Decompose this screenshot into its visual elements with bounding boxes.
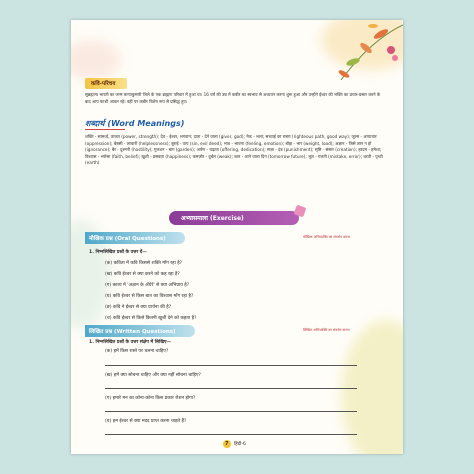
worksheet-page [71, 20, 403, 454]
answer-line[interactable] [105, 365, 357, 366]
book-title: हिंदी-6 [234, 442, 246, 447]
written-question: (ग) हमारे मन का कोना-कोना किस प्रकार रोशन होगा? [105, 396, 196, 401]
exercise-heading: अभ्यासमाला (Exercise) [181, 215, 244, 222]
oral-question: (क) कविता में कवि किससे शक्ति माँग रहा है? [105, 261, 183, 266]
oral-question: (ख) कवि ईश्वर से क्या करने को कह रहा है? [105, 272, 180, 277]
oral-heading: मौखिक प्रश्न (Oral Questions) [89, 236, 166, 242]
written-question: (घ) हम ईश्वर से क्या मदद प्राप्त करना चाहते हैं? [105, 419, 187, 424]
answer-line[interactable] [105, 411, 357, 412]
page-number: 7 [225, 441, 229, 447]
written-question: (ख) हमें क्या सोचना चाहिए और क्या नहीं सोचना चाहिए? [105, 373, 201, 378]
oral-question: (ग) काव्य में 'अज्ञान के अँधेरे' से क्या अभिप्राय है? [105, 283, 190, 288]
oral-question: (घ) कवि ईश्वर से किस बात का विश्वास माँग रहा है? [105, 294, 194, 299]
written-heading: लिखित प्रश्न (Written Questions) [89, 329, 176, 335]
floral-decoration-icon [311, 20, 403, 90]
word-meanings-heading: शब्दार्थ (Word Meanings) [85, 119, 185, 128]
written-intro: 1. निम्नलिखित प्रश्नों के उत्तर संक्षेप में लिखिए— [89, 340, 172, 345]
underline-decoration [85, 129, 125, 130]
decor-splash [71, 40, 121, 80]
author-intro-text: सुब्रह्मण्य भारती का जन्म कन्याकुमारी जिले के एक ब्राह्मण परिवार में हुआ था। 16 वर्ष की उम्र में कबीर का स्वभाव से अध्ययन करना शुरू हुआ और उन्होंने ईश्वर की भक्ति का प्रचार-प्रसार करने के बाद आप काशी आकर रहे। वहीं पर कबीर विशेष रूप से प्रसिद्ध हुए। [85, 92, 381, 104]
oral-note: मौखिक अभिव्यक्ति का संवर्धन करना [303, 235, 350, 239]
written-note: लिखित अभिव्यक्ति का संवर्धन करना [303, 328, 350, 332]
answer-line[interactable] [105, 434, 357, 435]
oral-question: (च) कवि ईश्वर से किसे कितनी खुशी देने को कहता है? [105, 316, 197, 321]
oral-intro: 1. निम्नलिखित प्रश्नों के उत्तर दें— [89, 250, 147, 255]
word-meanings-text: शक्ति - सामर्थ्य, ताकत (power, strength); देव - ईश्वर, भगवान; दाता - देने वाला (giver, god); नेक - भला; सच्चाई का रास्ता (righteous path, good way); जुल्म - अत्याचार (oppression); बेबसी - लाचारी (helplessness); बुराई - पाप (sin, evil deed); भाव - भावना (feeling, emotion); बोझ - भार (weight, load); अज्ञान - जिसे ज्ञान न हो (ignorance); बैर - दुश्मनी (hostility); गुलशन - बाग (garden); अर्पण - चढ़ावा (offering, dedication); सज़ा - दंड (punishment); सृष्टि - संसार (creation); हरदम - हमेशा; विश्वास - भरोसा (faith, belief); ख़ुशी - प्रसन्नता (happiness); कमज़ोर - दुर्बल (weak); कल - आने वाला दिन (tomorrow future); भूल - गलती (mistake, error); धरती - पृथ्वी (earth) [85, 134, 383, 166]
answer-line[interactable] [105, 388, 357, 389]
oral-question: (ङ) कवि ने ईश्वर से क्या प्रार्थना की है? [105, 305, 172, 310]
author-intro-heading: कवि-परिचय [91, 81, 116, 87]
written-question: (क) हमें किस रास्ते पर चलना चाहिए? [105, 349, 169, 354]
